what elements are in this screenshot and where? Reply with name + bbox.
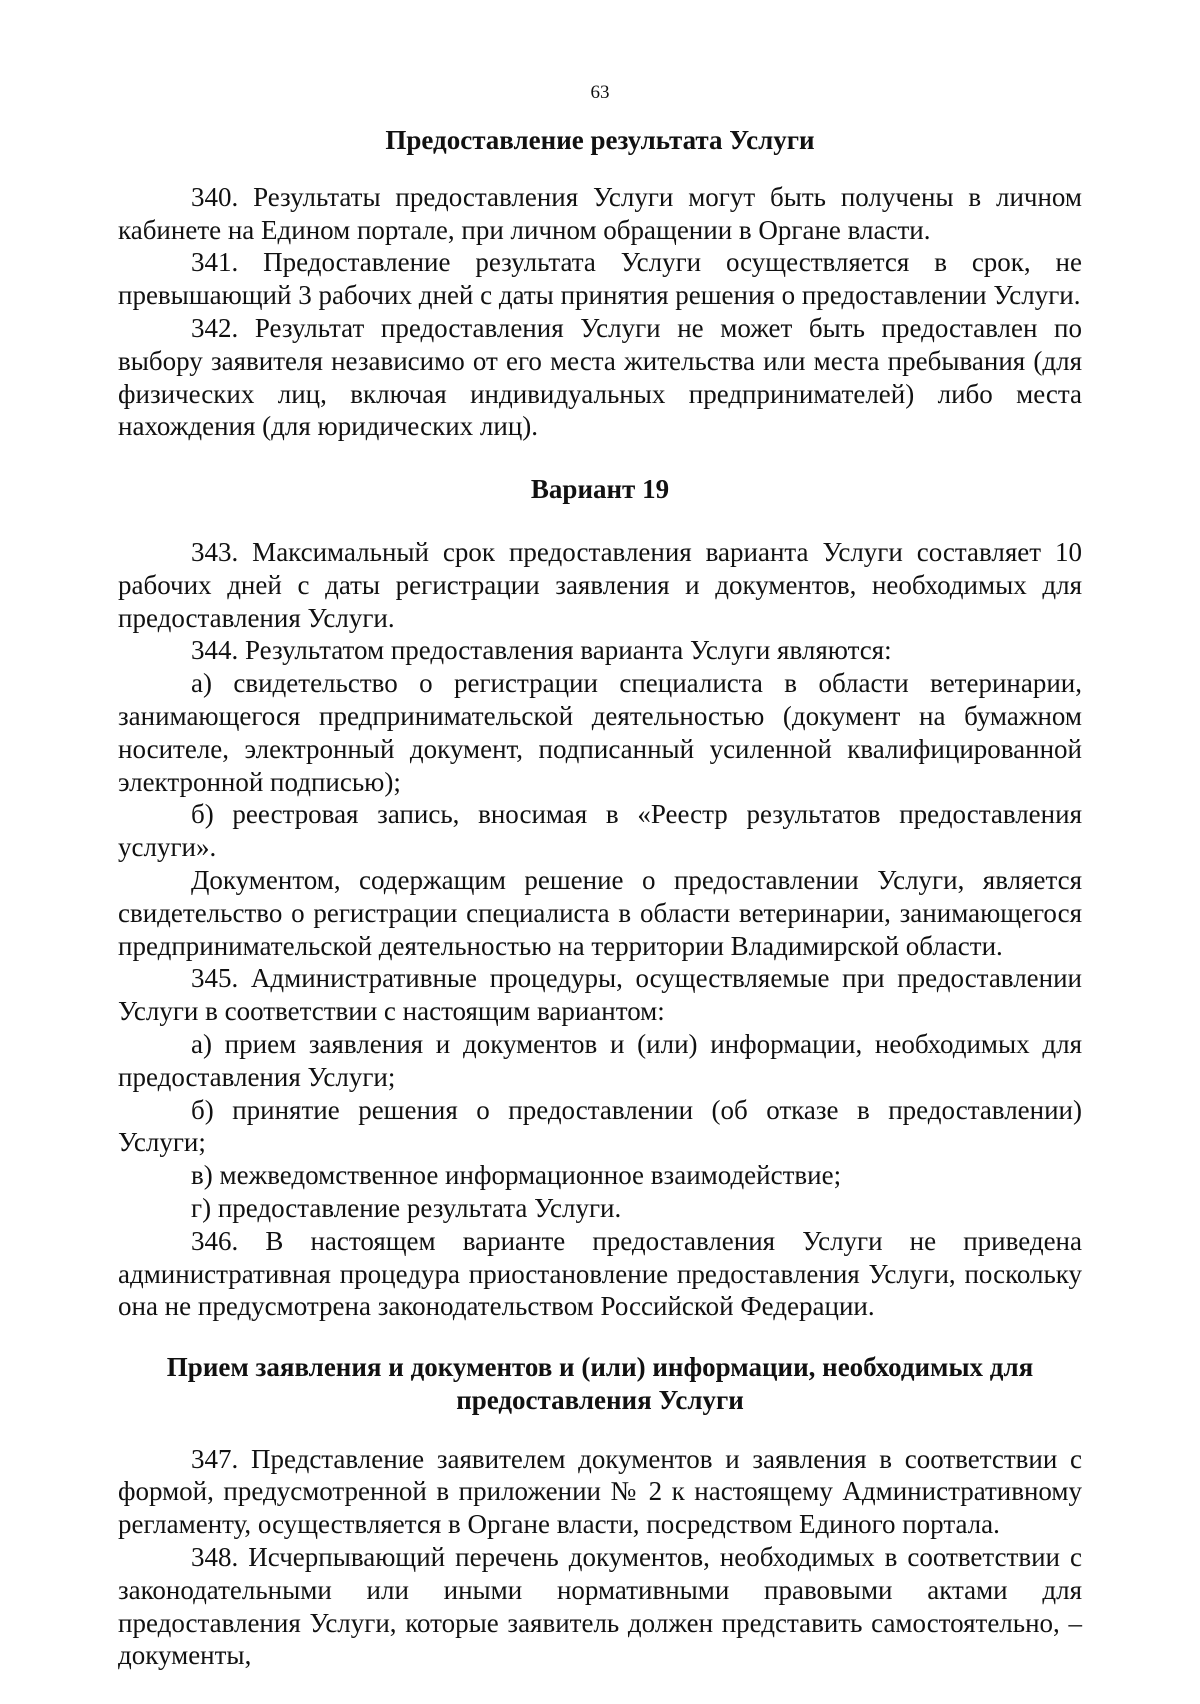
- list-item-345-g: г) предоставление результата Услуги.: [191, 1192, 622, 1223]
- list-item-345-b: б) принятие решения о предоставлении (об отказе в предоставлении) Услуги;: [118, 1094, 1082, 1158]
- page-number: 63: [590, 82, 610, 103]
- list-item-345-v: в) межведомственное информационное взаимодействие;: [191, 1160, 842, 1191]
- section-heading-result: Предоставление результата Услуги: [385, 125, 815, 155]
- paragraph-342: 342. Результат предоставления Услуги не может быть предоставлен по выбору заявителя независимо от его места жительства или места пребывания (для физических лиц, включая индивидуальных предпринимателей) либо места нахождения (для юридических лиц).: [118, 312, 1082, 442]
- paragraph-344: 344. Результатом предоставления варианта Услуги являются:: [191, 635, 892, 666]
- list-item-344-b: б) реестровая запись, вносимая в «Реестр результатов предоставления услуги».: [118, 799, 1082, 863]
- paragraph-343: 343. Максимальный срок предоставления варианта Услуги составляет 10 рабочих дней с даты регистрации заявления и документов, необходимых для предоставления Услуги.: [118, 536, 1082, 633]
- list-item-344-a: а) свидетельство о регистрации специалиста в области ветеринарии, занимающегося предпринимательской деятельностью (документ на бумажном носителе, электронный документ, подписанный усиленной квалифицированной электронной подписью);: [118, 668, 1082, 797]
- paragraph-346: 346. В настоящем варианте предоставления Услуги не приведена административная процедура приостановление предоставления Услуги, поскольку она не предусмотрена законодательством Российской Федерации.: [118, 1225, 1082, 1322]
- section-heading-variant: Вариант 19: [530, 474, 670, 505]
- paragraph-340: 340. Результаты предоставления Услуги могут быть получены в личном кабинете на Едином портале, при личном обращении в Органе власти.: [118, 181, 1082, 245]
- section-heading-reception: Прием заявления и документов и (или) информации, необходимых для предоставления Услуги: [166, 1352, 1034, 1415]
- paragraph-345: 345. Административные процедуры, осуществляемые при предоставлении Услуги в соответствии с настоящим вариантом:: [118, 963, 1082, 1027]
- paragraph-348: 348. Исчерпывающий перечень документов, необходимых в соответствии с законодательными или иными нормативными правовыми актами для предоставления Услуги, которые заявитель должен представить самостоятельно, – документы,: [118, 1542, 1082, 1671]
- paragraph-347: 347. Представление заявителем документов и заявления в соответствии с формой, предусмотренной в приложении № 2 к настоящему Административному регламенту, осуществляется в Органе власти, посредством Единого портала.: [118, 1443, 1082, 1540]
- paragraph-341: 341. Предоставление результата Услуги осуществляется в срок, не превышающий 3 рабочих дней с даты принятия решения о предоставлении Услуги.: [118, 247, 1082, 311]
- paragraph-decision-document: Документом, содержащим решение о предоставлении Услуги, является свидетельство о регистрации специалиста в области ветеринарии, занимающегося предпринимательской деятельностью на территории Владимирской области.: [118, 864, 1082, 961]
- list-item-345-a: а) прием заявления и документов и (или) информации, необходимых для предоставления Услуги;: [118, 1028, 1082, 1092]
